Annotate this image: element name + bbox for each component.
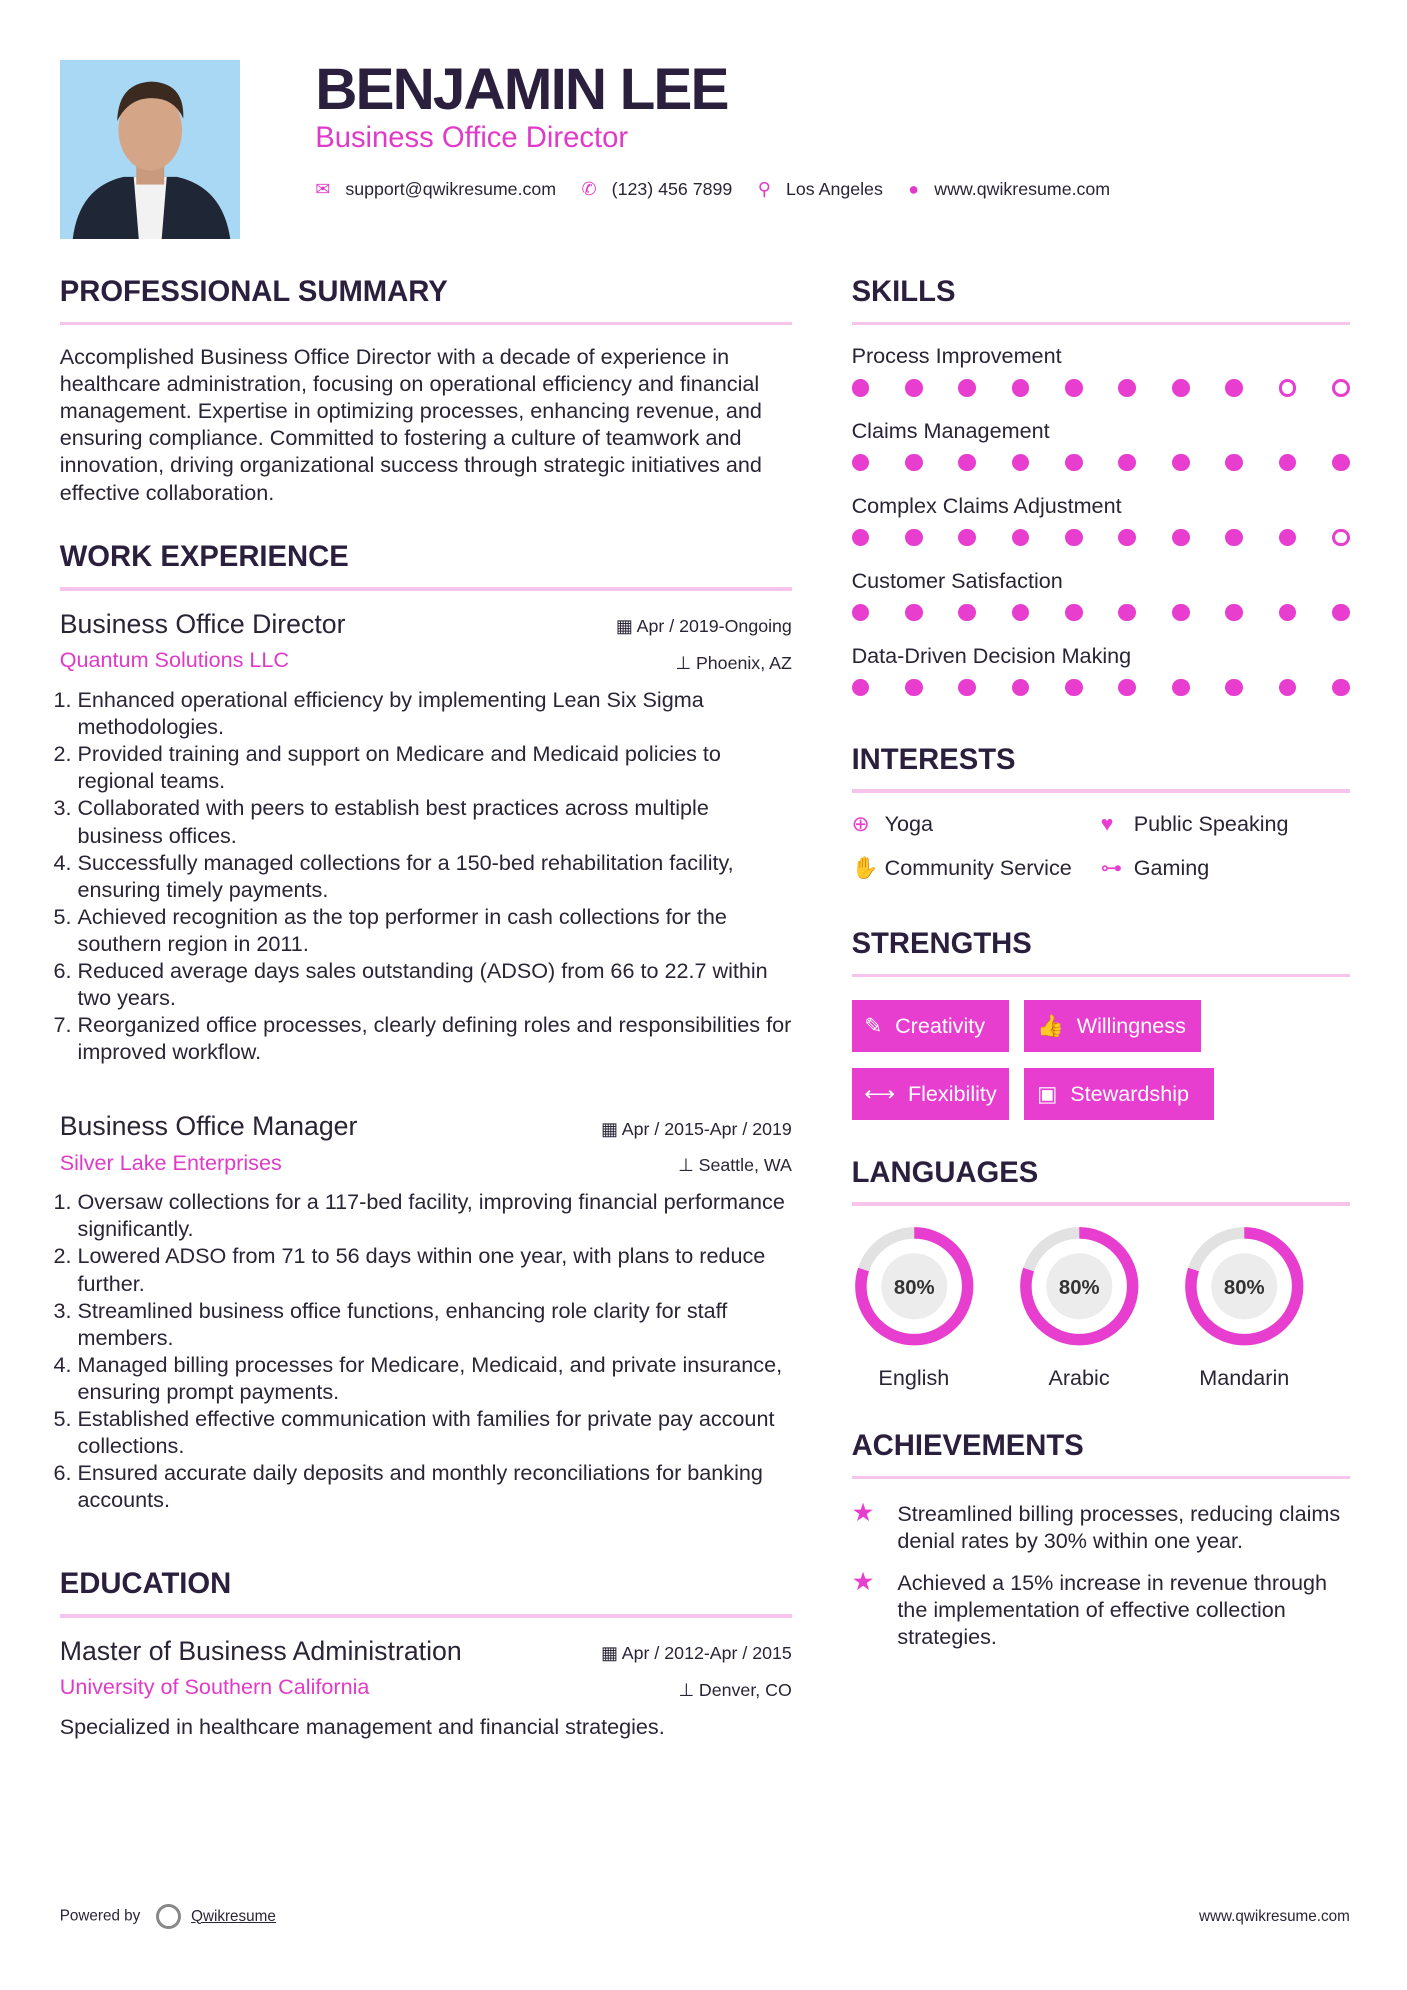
summary-section: [60, 276, 792, 506]
rating-dot: [905, 529, 923, 547]
skill-rating: [852, 529, 1350, 547]
lifebuoy-icon: ⊕: [851, 810, 870, 836]
language-item: [1017, 1224, 1142, 1391]
list-item: 4. Successfully managed collections for a 150-bed rehabilitation facility, ensuring timely payments.: [78, 849, 792, 903]
date-text: Apr / 2015-Apr / 2019: [621, 1118, 792, 1139]
interest-label: Gaming: [1133, 854, 1210, 880]
rating-dot: [1012, 454, 1030, 472]
achievement-item: [852, 1500, 1350, 1554]
achievement-text: Achieved a 15% increase in revenue through the implementation of effective collection strategies.: [897, 1570, 1328, 1650]
globe-icon: ●: [908, 179, 919, 200]
list-item: 5. Established effective communication with families for private pay account collections.: [78, 1405, 792, 1459]
skill-name: Data-Driven Decision Making: [851, 643, 1132, 669]
briefcase-icon: ▣: [1037, 1080, 1058, 1106]
location-text: Los Angeles: [785, 179, 883, 200]
rating-dot: [1172, 529, 1190, 547]
job-title: Business Office Manager: [59, 1110, 358, 1141]
rating-dot: [1118, 379, 1136, 397]
interests-section: [852, 744, 1350, 881]
rating-dot: [1065, 679, 1083, 697]
strength-tag: [852, 1000, 1010, 1052]
rating-dot: [1012, 679, 1030, 697]
summary-text: Accomplished Business Office Director with a decade of experience in healthcare administration, focusing on operational efficiency and financial management. Expertise in optimizing processes, enhancing revenue, and ensuring compliance. Committed to fostering a culture of teamwork and innovation, driving organizational success through strategic initiatives and effective collaboration.: [59, 344, 762, 505]
education-description: Specialized in healthcare management and financial strategies.: [59, 1714, 665, 1740]
company: Quantum Solutions LLC: [59, 647, 289, 673]
language-name: English: [878, 1364, 950, 1390]
shooting-star-icon: ★: [851, 1568, 875, 1597]
rating-dot: [1279, 604, 1297, 622]
section-heading: INTERESTS: [851, 743, 1016, 776]
rating-dot: [1118, 529, 1136, 547]
rating-dot: [1065, 454, 1083, 472]
education-section: [60, 1568, 792, 1740]
rating-dot: [1065, 379, 1083, 397]
pin-icon: ⊥: [678, 1680, 699, 1701]
rating-dot: [1118, 454, 1136, 472]
envelope-icon: ✉: [315, 179, 331, 200]
calendar-icon: ▦: [601, 1643, 622, 1664]
candidate-name: BENJAMIN LEE: [315, 56, 728, 122]
contact-bar: [315, 179, 1125, 200]
rating-dot: [1225, 454, 1243, 472]
rating-dot: [958, 454, 976, 472]
education-entry: [60, 1636, 792, 1740]
pin-icon: ⊥: [675, 653, 696, 674]
calendar-icon: ▦: [601, 1118, 622, 1139]
school: University of Southern California: [59, 1674, 370, 1700]
date-text: Apr / 2019-Ongoing: [636, 616, 792, 637]
rating-dot: [1172, 454, 1190, 472]
job-date: [601, 1119, 792, 1140]
divider: [60, 1614, 792, 1618]
map-pin-icon: ⚲: [757, 179, 771, 200]
rating-dot: [1279, 454, 1297, 472]
achievement-text: Streamlined billing processes, reducing claims denial rates by 30% within one year.: [897, 1500, 1341, 1553]
education-date: [601, 1643, 792, 1664]
list-item: 3. Streamlined business office functions, enhancing role clarity for staff members.: [78, 1297, 792, 1351]
strength-tag: [852, 1068, 1010, 1120]
thumbs-up-icon: 👍: [1037, 1013, 1064, 1039]
divider: [852, 322, 1350, 326]
language-name: Mandarin: [1199, 1364, 1290, 1390]
education-location: [678, 1680, 791, 1701]
job-location: [678, 1155, 792, 1176]
job-entry: [60, 1111, 792, 1513]
interest-item: [1101, 811, 1350, 837]
gamepad-icon: ⊶: [1100, 854, 1123, 880]
language-donut: [1182, 1224, 1307, 1349]
arrows-horizontal-icon: ⟷: [864, 1080, 896, 1106]
rating-dot: [1225, 604, 1243, 622]
strength-label: Stewardship: [1070, 1080, 1190, 1106]
rating-dot: [1225, 379, 1243, 397]
skill-name: Customer Satisfaction: [851, 568, 1063, 594]
rating-dot: [1065, 604, 1083, 622]
rating-dot: [1279, 529, 1297, 547]
section-heading: EDUCATION: [59, 1568, 232, 1601]
rating-dot: [1012, 379, 1030, 397]
interest-item: [1101, 855, 1350, 881]
skill-name: Complex Claims Adjustment: [851, 493, 1122, 519]
pin-icon: ⊥: [678, 1155, 699, 1176]
list-item: 7. Reorganized office processes, clearly defining roles and responsibilities for improved workflow.: [78, 1011, 792, 1065]
rating-dot: [1332, 379, 1350, 397]
divider: [60, 322, 792, 326]
list-item: 2. Provided training and support on Medicare and Medicaid policies to regional teams.: [78, 740, 792, 794]
rating-dot: [1225, 679, 1243, 697]
company: Silver Lake Enterprises: [59, 1149, 282, 1175]
rating-dot: [1172, 679, 1190, 697]
skill-item: [852, 568, 1350, 643]
section-heading: WORK EXPERIENCE: [59, 541, 349, 574]
job-location: [676, 653, 792, 674]
language-percent: 80%: [1223, 1276, 1265, 1299]
section-heading: SKILLS: [851, 275, 956, 308]
rating-dot: [1332, 454, 1350, 472]
interest-label: Yoga: [884, 810, 934, 836]
divider: [852, 789, 1350, 793]
rating-dot: [1332, 529, 1350, 547]
skill-item: [852, 343, 1350, 418]
rating-dot: [1172, 379, 1190, 397]
rating-dot: [1012, 529, 1030, 547]
achievement-item: [852, 1569, 1350, 1650]
section-heading: ACHIEVEMENTS: [851, 1429, 1084, 1462]
work-section: [60, 541, 792, 1513]
rating-dot: [1332, 604, 1350, 622]
rating-dot: [958, 379, 976, 397]
job-title: Business Office Director: [59, 608, 346, 639]
responsibilities-list: [60, 686, 792, 1065]
skills-section: [852, 276, 1350, 718]
footer: [60, 1904, 1350, 1929]
rating-dot: [852, 454, 870, 472]
location-text: Denver, CO: [698, 1680, 792, 1701]
job-entry: [60, 609, 792, 1065]
rating-dot: [1332, 679, 1350, 697]
language-item: [852, 1224, 977, 1391]
strength-tag: [1024, 1068, 1213, 1120]
hand-icon: ✋: [851, 854, 879, 880]
location-text: Seattle, WA: [698, 1155, 792, 1176]
paintbrush-icon: ✎: [864, 1013, 883, 1039]
section-heading: LANGUAGES: [851, 1156, 1039, 1189]
interest-item: [852, 855, 1101, 881]
skill-rating: [852, 379, 1350, 397]
language-donut: [1017, 1224, 1142, 1349]
shooting-star-icon: ★: [851, 1498, 875, 1527]
list-item: 1. Enhanced operational efficiency by implementing Lean Six Sigma methodologies.: [78, 686, 792, 740]
rating-dot: [1279, 379, 1297, 397]
rating-dot: [852, 679, 870, 697]
divider: [852, 1202, 1350, 1206]
rating-dot: [1279, 679, 1297, 697]
list-item: 5. Achieved recognition as the top performer in cash collections for the southern region in 2011.: [78, 903, 792, 957]
list-item: 2. Lowered ADSO from 71 to 56 days within one year, with plans to reduce further.: [78, 1242, 792, 1296]
list-item: 6. Ensured accurate daily deposits and monthly reconciliations for banking accounts.: [78, 1459, 792, 1513]
skill-rating: [852, 604, 1350, 622]
qwikresume-logo-icon: [156, 1904, 181, 1929]
phone-text: (123) 456 7899: [611, 179, 733, 200]
rating-dot: [1225, 529, 1243, 547]
date-text: Apr / 2012-Apr / 2015: [621, 1643, 792, 1664]
languages-section: [852, 1157, 1350, 1391]
language-name: Arabic: [1048, 1364, 1110, 1390]
language-percent: 80%: [893, 1276, 935, 1299]
section-heading: PROFESSIONAL SUMMARY: [59, 275, 448, 308]
rating-dot: [1118, 679, 1136, 697]
rating-dot: [958, 604, 976, 622]
website-link[interactable]: www.qwikresume.com: [934, 179, 1111, 200]
language-donut: [852, 1224, 977, 1349]
list-item: 1. Oversaw collections for a 117-bed facility, improving financial performance significantly.: [78, 1188, 792, 1242]
skill-name: Process Improvement: [851, 343, 1062, 369]
strength-label: Willingness: [1076, 1013, 1186, 1039]
phone-icon: ✆: [581, 179, 597, 200]
rating-dot: [905, 679, 923, 697]
candidate-title: Business Office Director: [315, 122, 629, 155]
section-heading: STRENGTHS: [851, 927, 1032, 960]
list-item: 3. Collaborated with peers to establish best practices across multiple business offices.: [78, 794, 792, 848]
powered-by-text: Powered by: [59, 1907, 141, 1925]
responsibilities-list: [60, 1188, 792, 1513]
calendar-icon: ▦: [615, 616, 637, 637]
interest-item: [852, 811, 1101, 837]
language-item: [1182, 1224, 1307, 1391]
rating-dot: [1172, 604, 1190, 622]
skill-item: [852, 643, 1350, 718]
achievements-section: [852, 1430, 1350, 1651]
interest-label: Community Service: [884, 854, 1072, 880]
rating-dot: [852, 529, 870, 547]
rating-dot: [905, 604, 923, 622]
divider: [852, 974, 1350, 978]
footer-site-link[interactable]: www.qwikresume.com: [1198, 1908, 1350, 1926]
strength-label: Creativity: [895, 1013, 986, 1039]
strength-tag: [1024, 1000, 1201, 1052]
job-date: [616, 616, 792, 637]
rating-dot: [905, 379, 923, 397]
location-text: Phoenix, AZ: [695, 653, 792, 674]
language-percent: 80%: [1058, 1276, 1100, 1299]
skill-rating: [852, 679, 1350, 697]
rating-dot: [905, 454, 923, 472]
skill-name: Claims Management: [851, 418, 1050, 444]
divider: [852, 1476, 1350, 1480]
skill-rating: [852, 454, 1350, 472]
rating-dot: [958, 529, 976, 547]
interest-label: Public Speaking: [1133, 810, 1289, 836]
list-item: 4. Managed billing processes for Medicare, Medicaid, and private insurance, ensuring prompt payments.: [78, 1351, 792, 1405]
brand-link[interactable]: Qwikresume: [191, 1907, 276, 1925]
email-link[interactable]: support@qwikresume.com: [345, 179, 557, 200]
rating-dot: [1012, 604, 1030, 622]
list-item: 6. Reduced average days sales outstanding (ADSO) from 66 to 22.7 within two years.: [78, 957, 792, 1011]
skill-item: [852, 493, 1350, 568]
strength-label: Flexibility: [907, 1080, 997, 1106]
rating-dot: [852, 604, 870, 622]
skill-item: [852, 418, 1350, 493]
heartbeat-icon: ♥: [1100, 810, 1114, 836]
rating-dot: [852, 379, 870, 397]
strengths-section: [852, 928, 1350, 1120]
rating-dot: [1065, 529, 1083, 547]
divider: [60, 587, 792, 591]
degree: Master of Business Administration: [59, 1635, 462, 1666]
rating-dot: [1118, 604, 1136, 622]
profile-photo: [60, 60, 240, 239]
rating-dot: [958, 679, 976, 697]
